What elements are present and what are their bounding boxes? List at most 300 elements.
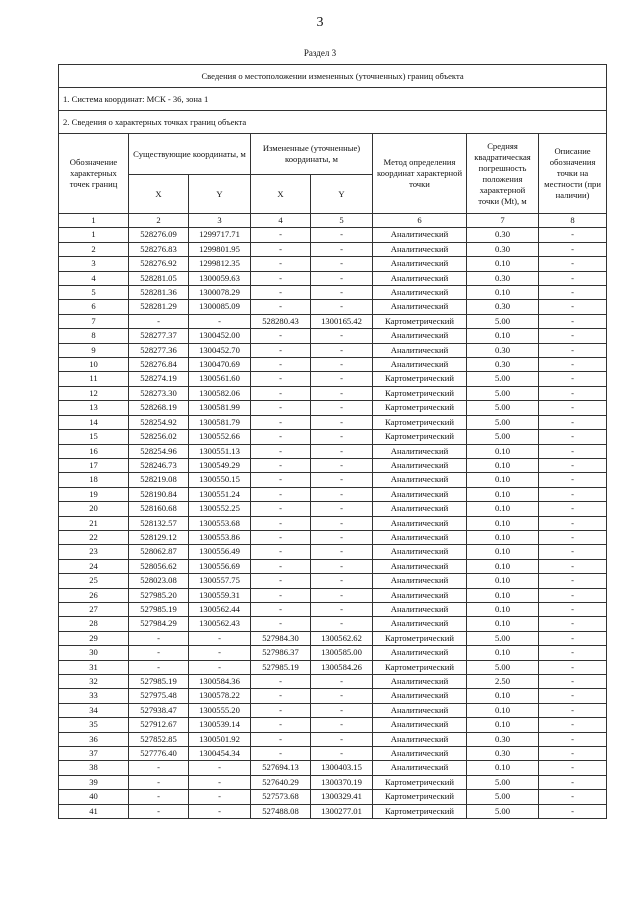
changed-y-cell: 1300585.00 xyxy=(311,646,373,660)
existing-y-cell: 1300584.36 xyxy=(189,675,251,689)
method-cell: Картометрический xyxy=(373,372,467,386)
existing-y-cell: - xyxy=(189,790,251,804)
method-cell: Аналитический xyxy=(373,329,467,343)
description-cell: - xyxy=(539,790,607,804)
changed-x-cell: - xyxy=(251,487,311,501)
point-number-cell: 17 xyxy=(59,458,129,472)
method-cell: Аналитический xyxy=(373,444,467,458)
column-number: 6 xyxy=(373,214,467,228)
existing-y-cell: - xyxy=(189,660,251,674)
existing-x-cell: 527975.48 xyxy=(129,689,189,703)
changed-x-cell: - xyxy=(251,473,311,487)
method-cell: Аналитический xyxy=(373,458,467,472)
table-row xyxy=(59,588,607,602)
method-cell: Аналитический xyxy=(373,559,467,573)
existing-x-cell: 528276.09 xyxy=(129,228,189,242)
point-number-cell: 24 xyxy=(59,559,129,573)
mean-error-cell: 0.10 xyxy=(467,473,539,487)
existing-y-cell: 1300553.68 xyxy=(189,516,251,530)
changed-y-cell: - xyxy=(311,401,373,415)
mean-error-cell: 0.10 xyxy=(467,444,539,458)
method-cell: Картометрический xyxy=(373,401,467,415)
existing-x-cell: - xyxy=(129,761,189,775)
description-cell: - xyxy=(539,314,607,328)
description-cell: - xyxy=(539,559,607,573)
method-cell: Картометрический xyxy=(373,314,467,328)
table-row xyxy=(59,559,607,573)
changed-x-cell: - xyxy=(251,329,311,343)
changed-x-cell: 527640.29 xyxy=(251,775,311,789)
mean-error-cell: 0.10 xyxy=(467,516,539,530)
method-cell: Аналитический xyxy=(373,530,467,544)
point-number-cell: 30 xyxy=(59,646,129,660)
existing-x-cell: 528254.96 xyxy=(129,444,189,458)
changed-x-cell: - xyxy=(251,530,311,544)
changed-y-cell: - xyxy=(311,228,373,242)
table-row xyxy=(59,473,607,487)
method-cell: Аналитический xyxy=(373,718,467,732)
method-cell: Картометрический xyxy=(373,415,467,429)
changed-y-cell: - xyxy=(311,300,373,314)
mean-error-cell: 0.10 xyxy=(467,588,539,602)
existing-y-cell: 1300085.09 xyxy=(189,300,251,314)
description-cell: - xyxy=(539,502,607,516)
existing-y-cell: 1300581.99 xyxy=(189,401,251,415)
changed-x-cell: - xyxy=(251,574,311,588)
description-cell: - xyxy=(539,415,607,429)
description-cell: - xyxy=(539,271,607,285)
method-cell: Аналитический xyxy=(373,502,467,516)
changed-y-cell: - xyxy=(311,675,373,689)
description-cell: - xyxy=(539,675,607,689)
table-row xyxy=(59,358,607,372)
coord-system: 1. Система координат: МСК - 36, зона 1 xyxy=(59,88,607,111)
existing-y-cell: 1300578.22 xyxy=(189,689,251,703)
mean-error-cell: 5.00 xyxy=(467,775,539,789)
description-cell: - xyxy=(539,775,607,789)
existing-y-cell: 1300562.43 xyxy=(189,617,251,631)
description-cell: - xyxy=(539,329,607,343)
existing-y-cell: 1300581.79 xyxy=(189,415,251,429)
existing-y-cell: 1300553.86 xyxy=(189,530,251,544)
existing-x-cell: 528254.92 xyxy=(129,415,189,429)
mean-error-cell: 0.10 xyxy=(467,530,539,544)
point-number-cell: 18 xyxy=(59,473,129,487)
existing-y-cell: - xyxy=(189,775,251,789)
changed-y-cell: - xyxy=(311,747,373,761)
point-number-cell: 41 xyxy=(59,804,129,818)
description-cell: - xyxy=(539,574,607,588)
existing-x-cell: - xyxy=(129,314,189,328)
point-number-cell: 27 xyxy=(59,602,129,616)
mean-error-cell: 0.30 xyxy=(467,358,539,372)
changed-x-cell: - xyxy=(251,430,311,444)
header-existing-x: X xyxy=(129,175,189,214)
mean-error-cell: 5.00 xyxy=(467,660,539,674)
mean-error-cell: 5.00 xyxy=(467,430,539,444)
changed-y-cell: - xyxy=(311,415,373,429)
header-description: Описание обозначения точки на местности (при наличии) xyxy=(539,134,607,214)
existing-y-cell: 1300562.44 xyxy=(189,602,251,616)
point-number-cell: 37 xyxy=(59,747,129,761)
existing-x-cell: - xyxy=(129,660,189,674)
method-cell: Аналитический xyxy=(373,675,467,689)
table-row xyxy=(59,660,607,674)
existing-y-cell: 1300559.31 xyxy=(189,588,251,602)
changed-x-cell: - xyxy=(251,588,311,602)
existing-y-cell: 1300078.29 xyxy=(189,286,251,300)
point-number-cell: 22 xyxy=(59,530,129,544)
changed-y-cell: - xyxy=(311,372,373,386)
method-cell: Аналитический xyxy=(373,761,467,775)
existing-y-cell: 1300555.20 xyxy=(189,703,251,717)
mean-error-cell: 5.00 xyxy=(467,790,539,804)
description-cell: - xyxy=(539,530,607,544)
table-row xyxy=(59,444,607,458)
column-number: 8 xyxy=(539,214,607,228)
point-number-cell: 23 xyxy=(59,545,129,559)
mean-error-cell: 0.30 xyxy=(467,747,539,761)
mean-error-cell: 0.10 xyxy=(467,545,539,559)
existing-x-cell: 528281.05 xyxy=(129,271,189,285)
changed-y-cell: - xyxy=(311,574,373,588)
mean-error-cell: 5.00 xyxy=(467,314,539,328)
table-row xyxy=(59,372,607,386)
point-number-cell: 10 xyxy=(59,358,129,372)
changed-x-cell: 528280.43 xyxy=(251,314,311,328)
point-number-cell: 21 xyxy=(59,516,129,530)
point-number-cell: 39 xyxy=(59,775,129,789)
description-cell: - xyxy=(539,242,607,256)
description-cell: - xyxy=(539,588,607,602)
table-row xyxy=(59,602,607,616)
changed-y-cell: - xyxy=(311,617,373,631)
table-row xyxy=(59,314,607,328)
existing-y-cell: 1300552.66 xyxy=(189,430,251,444)
table-row xyxy=(59,415,607,429)
existing-x-cell: 527984.29 xyxy=(129,617,189,631)
changed-x-cell: - xyxy=(251,516,311,530)
existing-x-cell: 528281.29 xyxy=(129,300,189,314)
changed-y-cell: - xyxy=(311,286,373,300)
changed-y-cell: 1300329.41 xyxy=(311,790,373,804)
header-existing-y: Y xyxy=(189,175,251,214)
point-number-cell: 11 xyxy=(59,372,129,386)
existing-y-cell: - xyxy=(189,631,251,645)
description-cell: - xyxy=(539,747,607,761)
point-number-cell: 40 xyxy=(59,790,129,804)
point-number-cell: 16 xyxy=(59,444,129,458)
changed-x-cell: - xyxy=(251,747,311,761)
existing-x-cell: 527776.40 xyxy=(129,747,189,761)
existing-y-cell: 1300552.25 xyxy=(189,502,251,516)
method-cell: Аналитический xyxy=(373,516,467,530)
changed-y-cell: - xyxy=(311,732,373,746)
mean-error-cell: 5.00 xyxy=(467,386,539,400)
point-number-cell: 28 xyxy=(59,617,129,631)
mean-error-cell: 0.10 xyxy=(467,257,539,271)
mean-error-cell: 0.10 xyxy=(467,761,539,775)
description-cell: - xyxy=(539,602,607,616)
method-cell: Аналитический xyxy=(373,300,467,314)
changed-y-cell: 1300562.62 xyxy=(311,631,373,645)
changed-y-cell: - xyxy=(311,559,373,573)
mean-error-cell: 0.30 xyxy=(467,242,539,256)
column-number: 5 xyxy=(311,214,373,228)
changed-x-cell: 527573.68 xyxy=(251,790,311,804)
point-number-cell: 35 xyxy=(59,718,129,732)
method-cell: Аналитический xyxy=(373,646,467,660)
method-cell: Аналитический xyxy=(373,545,467,559)
mean-error-cell: 0.10 xyxy=(467,286,539,300)
table-row xyxy=(59,329,607,343)
existing-y-cell: 1300452.70 xyxy=(189,343,251,357)
method-cell: Аналитический xyxy=(373,747,467,761)
description-cell: - xyxy=(539,372,607,386)
existing-y-cell: 1300561.60 xyxy=(189,372,251,386)
method-cell: Аналитический xyxy=(373,689,467,703)
header-error: Средняя квадратическая погрешность положения характерной точки (Mt), м xyxy=(467,134,539,214)
description-cell: - xyxy=(539,257,607,271)
changed-x-cell: - xyxy=(251,415,311,429)
table-row xyxy=(59,703,607,717)
changed-x-cell: - xyxy=(251,358,311,372)
mean-error-cell: 0.10 xyxy=(467,458,539,472)
method-cell: Аналитический xyxy=(373,617,467,631)
changed-x-cell: - xyxy=(251,617,311,631)
table-row xyxy=(59,747,607,761)
table-row xyxy=(59,631,607,645)
changed-x-cell: - xyxy=(251,703,311,717)
table-row xyxy=(59,732,607,746)
changed-y-cell: - xyxy=(311,473,373,487)
table-row xyxy=(59,574,607,588)
existing-x-cell: 527852.85 xyxy=(129,732,189,746)
table-title: Сведения о местоположении измененных (уточненных) границ объекта xyxy=(59,65,607,88)
table-row xyxy=(59,516,607,530)
point-number-cell: 38 xyxy=(59,761,129,775)
changed-x-cell: - xyxy=(251,286,311,300)
method-cell: Аналитический xyxy=(373,343,467,357)
changed-y-cell: - xyxy=(311,458,373,472)
existing-x-cell: 527985.19 xyxy=(129,675,189,689)
table-row xyxy=(59,228,607,242)
changed-y-cell: - xyxy=(311,545,373,559)
method-cell: Аналитический xyxy=(373,574,467,588)
table-row xyxy=(59,271,607,285)
point-number-cell: 6 xyxy=(59,300,129,314)
existing-x-cell: 528277.37 xyxy=(129,329,189,343)
changed-y-cell: - xyxy=(311,502,373,516)
description-cell: - xyxy=(539,300,607,314)
mean-error-cell: 0.10 xyxy=(467,574,539,588)
method-cell: Аналитический xyxy=(373,703,467,717)
changed-x-cell: - xyxy=(251,545,311,559)
existing-y-cell: 1300556.69 xyxy=(189,559,251,573)
table-row xyxy=(59,343,607,357)
changed-y-cell: - xyxy=(311,271,373,285)
section-title: Раздел 3 xyxy=(303,48,337,58)
method-cell: Аналитический xyxy=(373,602,467,616)
description-cell: - xyxy=(539,286,607,300)
description-cell: - xyxy=(539,660,607,674)
changed-x-cell: - xyxy=(251,675,311,689)
point-number-cell: 5 xyxy=(59,286,129,300)
changed-x-cell: - xyxy=(251,444,311,458)
existing-y-cell: 1300501.92 xyxy=(189,732,251,746)
existing-y-cell: 1299717.71 xyxy=(189,228,251,242)
existing-x-cell: - xyxy=(129,775,189,789)
changed-x-cell: 527984.30 xyxy=(251,631,311,645)
changed-x-cell: - xyxy=(251,502,311,516)
changed-x-cell: - xyxy=(251,300,311,314)
header-changed-y: Y xyxy=(311,175,373,214)
point-number-cell: 25 xyxy=(59,574,129,588)
changed-x-cell: - xyxy=(251,689,311,703)
changed-y-cell: - xyxy=(311,329,373,343)
existing-y-cell: 1300550.15 xyxy=(189,473,251,487)
header-changed-x: X xyxy=(251,175,311,214)
mean-error-cell: 0.10 xyxy=(467,646,539,660)
changed-x-cell: - xyxy=(251,386,311,400)
changed-y-cell: 1300277.01 xyxy=(311,804,373,818)
existing-x-cell: 528268.19 xyxy=(129,401,189,415)
method-cell: Аналитический xyxy=(373,271,467,285)
changed-y-cell: - xyxy=(311,718,373,732)
method-cell: Картометрический xyxy=(373,660,467,674)
existing-y-cell: 1300582.06 xyxy=(189,386,251,400)
description-cell: - xyxy=(539,358,607,372)
changed-y-cell: - xyxy=(311,386,373,400)
point-number-cell: 29 xyxy=(59,631,129,645)
mean-error-cell: 0.10 xyxy=(467,502,539,516)
changed-y-cell: - xyxy=(311,689,373,703)
changed-x-cell: 527986.37 xyxy=(251,646,311,660)
existing-x-cell: 528276.92 xyxy=(129,257,189,271)
method-cell: Аналитический xyxy=(373,257,467,271)
existing-y-cell: - xyxy=(189,761,251,775)
mean-error-cell: 0.10 xyxy=(467,559,539,573)
existing-y-cell: 1299812.35 xyxy=(189,257,251,271)
existing-x-cell: 528276.84 xyxy=(129,358,189,372)
method-cell: Аналитический xyxy=(373,732,467,746)
description-cell: - xyxy=(539,430,607,444)
changed-x-cell: - xyxy=(251,732,311,746)
changed-y-cell: - xyxy=(311,257,373,271)
existing-x-cell: 528056.62 xyxy=(129,559,189,573)
table-row xyxy=(59,242,607,256)
description-cell: - xyxy=(539,473,607,487)
table-row xyxy=(59,790,607,804)
existing-y-cell: 1300539.14 xyxy=(189,718,251,732)
mean-error-cell: 0.10 xyxy=(467,689,539,703)
mean-error-cell: 0.30 xyxy=(467,343,539,357)
existing-x-cell: - xyxy=(129,631,189,645)
method-cell: Картометрический xyxy=(373,804,467,818)
existing-x-cell: 527985.19 xyxy=(129,602,189,616)
mean-error-cell: 5.00 xyxy=(467,804,539,818)
description-cell: - xyxy=(539,617,607,631)
changed-y-cell: - xyxy=(311,588,373,602)
table-row xyxy=(59,286,607,300)
mean-error-cell: 0.10 xyxy=(467,703,539,717)
changed-x-cell: - xyxy=(251,343,311,357)
point-number-cell: 4 xyxy=(59,271,129,285)
existing-y-cell: - xyxy=(189,646,251,660)
mean-error-cell: 0.10 xyxy=(467,718,539,732)
method-cell: Аналитический xyxy=(373,228,467,242)
existing-x-cell: 527985.20 xyxy=(129,588,189,602)
table-row xyxy=(59,689,607,703)
description-cell: - xyxy=(539,718,607,732)
existing-x-cell: 528273.30 xyxy=(129,386,189,400)
mean-error-cell: 0.10 xyxy=(467,329,539,343)
table-row xyxy=(59,545,607,559)
method-cell: Аналитический xyxy=(373,473,467,487)
existing-x-cell: 528129.12 xyxy=(129,530,189,544)
table-row xyxy=(59,675,607,689)
existing-x-cell: - xyxy=(129,646,189,660)
method-cell: Аналитический xyxy=(373,358,467,372)
description-cell: - xyxy=(539,646,607,660)
point-number-cell: 15 xyxy=(59,430,129,444)
description-cell: - xyxy=(539,343,607,357)
description-cell: - xyxy=(539,631,607,645)
header-method: Метод определения координат характерной точки xyxy=(373,134,467,214)
table-row xyxy=(59,804,607,818)
method-cell: Картометрический xyxy=(373,790,467,804)
changed-x-cell: - xyxy=(251,401,311,415)
existing-y-cell: 1300454.34 xyxy=(189,747,251,761)
mean-error-cell: 5.00 xyxy=(467,372,539,386)
existing-x-cell: 528132.57 xyxy=(129,516,189,530)
description-cell: - xyxy=(539,703,607,717)
table-row xyxy=(59,775,607,789)
changed-y-cell: 1300165.42 xyxy=(311,314,373,328)
description-cell: - xyxy=(539,516,607,530)
description-cell: - xyxy=(539,401,607,415)
table-row xyxy=(59,386,607,400)
changed-x-cell: - xyxy=(251,271,311,285)
table-row xyxy=(59,257,607,271)
mean-error-cell: 5.00 xyxy=(467,401,539,415)
changed-x-cell: - xyxy=(251,559,311,573)
existing-x-cell: 528160.68 xyxy=(129,502,189,516)
existing-y-cell: 1300551.13 xyxy=(189,444,251,458)
mean-error-cell: 0.10 xyxy=(467,602,539,616)
changed-x-cell: - xyxy=(251,602,311,616)
column-numbers-row xyxy=(59,214,607,228)
existing-x-cell: 528274.19 xyxy=(129,372,189,386)
table-row xyxy=(59,617,607,631)
existing-x-cell: 528246.73 xyxy=(129,458,189,472)
changed-y-cell: - xyxy=(311,530,373,544)
changed-y-cell: - xyxy=(311,703,373,717)
existing-y-cell: - xyxy=(189,804,251,818)
changed-x-cell: - xyxy=(251,458,311,472)
changed-y-cell: 1300584.26 xyxy=(311,660,373,674)
existing-x-cell: - xyxy=(129,790,189,804)
point-number-cell: 19 xyxy=(59,487,129,501)
existing-x-cell: - xyxy=(129,804,189,818)
column-number: 4 xyxy=(251,214,311,228)
point-number-cell: 34 xyxy=(59,703,129,717)
mean-error-cell: 0.30 xyxy=(467,271,539,285)
description-cell: - xyxy=(539,545,607,559)
existing-x-cell: 528277.36 xyxy=(129,343,189,357)
existing-y-cell: 1299801.95 xyxy=(189,242,251,256)
existing-x-cell: 528281.36 xyxy=(129,286,189,300)
